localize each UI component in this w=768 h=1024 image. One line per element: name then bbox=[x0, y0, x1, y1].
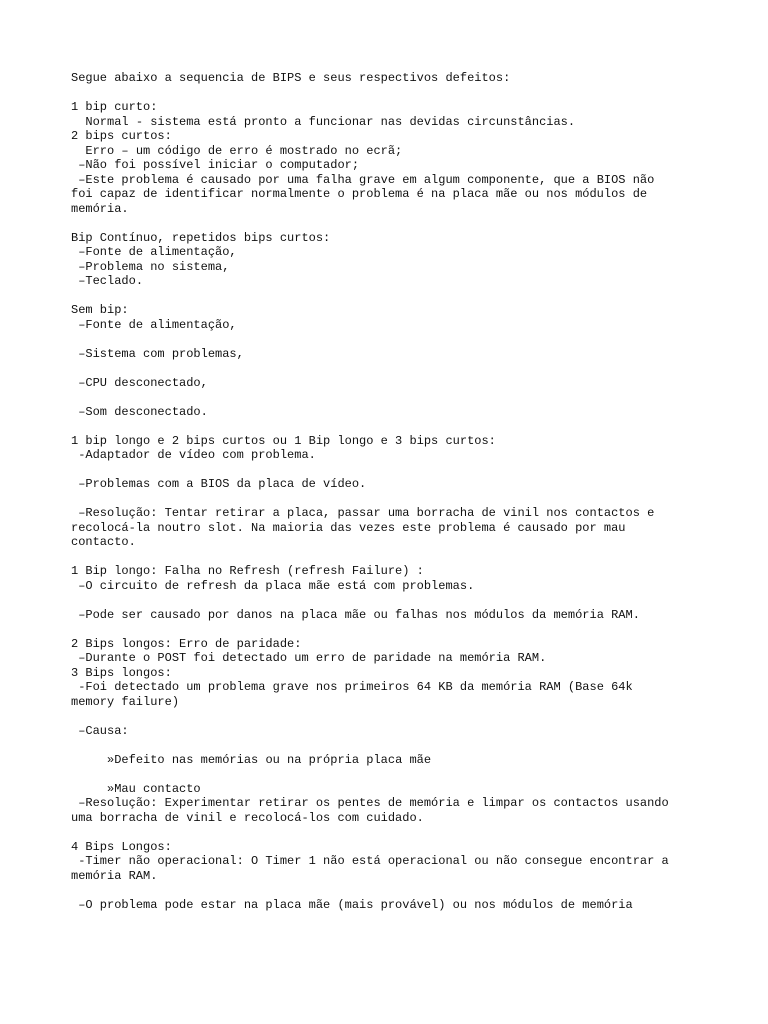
blank-line bbox=[71, 419, 711, 434]
text-line: 1 bip curto: bbox=[71, 100, 158, 114]
blank-line bbox=[71, 622, 711, 637]
text-line: –O circuito de refresh da placa mãe está com problemas. bbox=[71, 578, 475, 593]
text-line: recolocá-la noutro slot. Na maioria das vezes este problema é causado por mau bbox=[71, 520, 626, 535]
text-line: memória. bbox=[71, 201, 129, 216]
text-line: –Problema no sistema, bbox=[71, 259, 230, 274]
text-line: -Foi detectado um problema grave nos primeiros 64 KB da memória RAM (Base 64k bbox=[71, 680, 633, 694]
text-line: –Durante o POST foi detectado um erro de paridade na memória RAM. bbox=[71, 651, 547, 665]
document-body bbox=[71, 71, 711, 912]
blank-line bbox=[71, 825, 711, 840]
text-line: foi capaz de identificar normalmente o problema é na placa mãe ou nos módulos de bbox=[71, 187, 648, 201]
text-line: -Timer não operacional: O Timer 1 não está operacional ou não consegue encontrar a bbox=[71, 854, 669, 868]
blank-line bbox=[71, 738, 711, 753]
blank-line bbox=[71, 361, 711, 376]
text-line: »Mau contacto bbox=[71, 781, 201, 796]
blank-line bbox=[71, 593, 711, 608]
text-line: »Defeito nas memórias ou na própria placa mãe bbox=[71, 752, 432, 767]
text-line: –O problema pode estar na placa mãe (mais provável) ou nos módulos de memória bbox=[71, 897, 633, 912]
text-line: –Sistema com problemas, bbox=[71, 346, 244, 361]
text-line: memória RAM. bbox=[71, 868, 158, 883]
text-line: 1 bip longo e 2 bips curtos ou 1 Bip longo e 3 bips curtos: bbox=[71, 433, 496, 448]
blank-line bbox=[71, 390, 711, 405]
text-line: 2 bips curtos: bbox=[71, 129, 172, 143]
text-line: Sem bip: bbox=[71, 303, 129, 317]
text-line: 1 Bip longo: Falha no Refresh (refresh Failure) : bbox=[71, 564, 424, 578]
text-line: –Não foi possível iniciar o computador; bbox=[71, 158, 360, 172]
text-line: 2 Bips longos: Erro de paridade: bbox=[71, 636, 302, 651]
text-line: –Fonte de alimentação, bbox=[71, 317, 237, 332]
text-line: –Causa: bbox=[71, 723, 129, 738]
blank-line bbox=[71, 332, 711, 347]
blank-line bbox=[71, 492, 711, 507]
text-line: 4 Bips Longos: bbox=[71, 839, 172, 854]
text-line: contacto. bbox=[71, 535, 136, 549]
text-line: memory failure) bbox=[71, 694, 180, 709]
text-line: –Problemas com a BIOS da placa de vídeo. bbox=[71, 477, 367, 491]
text-line: Normal - sistema está pronto a funcionar nas devidas circunstâncias. bbox=[71, 114, 576, 129]
text-line: –Resolução: Experimentar retirar os pentes de memória e limpar os contactos usando bbox=[71, 796, 669, 810]
text-line: –Pode ser causado por danos na placa mãe ou falhas nos módulos da memória RAM. bbox=[71, 607, 640, 622]
blank-line bbox=[71, 463, 711, 478]
text-line: –CPU desconectado, bbox=[71, 375, 208, 390]
blank-line bbox=[71, 289, 711, 304]
blank-line bbox=[71, 216, 711, 231]
blank-line bbox=[71, 883, 711, 898]
text-line: Segue abaixo a sequencia de BIPS e seus respectivos defeitos: bbox=[71, 71, 511, 85]
text-line: -Adaptador de vídeo com problema. bbox=[71, 448, 316, 462]
blank-line bbox=[71, 767, 711, 782]
text-line: 3 Bips longos: bbox=[71, 665, 172, 680]
text-line: Erro – um código de erro é mostrado no ecrã; bbox=[71, 143, 403, 158]
blank-line bbox=[71, 709, 711, 724]
text-line: –Resolução: Tentar retirar a placa, passar uma borracha de vinil nos contactos e bbox=[71, 506, 655, 520]
text-line: –Fonte de alimentação, bbox=[71, 245, 237, 259]
text-line: –Este problema é causado por uma falha grave em algum componente, que a BIOS não bbox=[71, 172, 655, 187]
text-line: uma borracha de vinil e recolocá-los com cuidado. bbox=[71, 810, 424, 825]
blank-line bbox=[71, 550, 711, 565]
text-line: –Teclado. bbox=[71, 274, 144, 288]
text-line: –Som desconectado. bbox=[71, 404, 208, 419]
text-line: Bip Contínuo, repetidos bips curtos: bbox=[71, 230, 331, 245]
blank-line bbox=[71, 86, 711, 101]
